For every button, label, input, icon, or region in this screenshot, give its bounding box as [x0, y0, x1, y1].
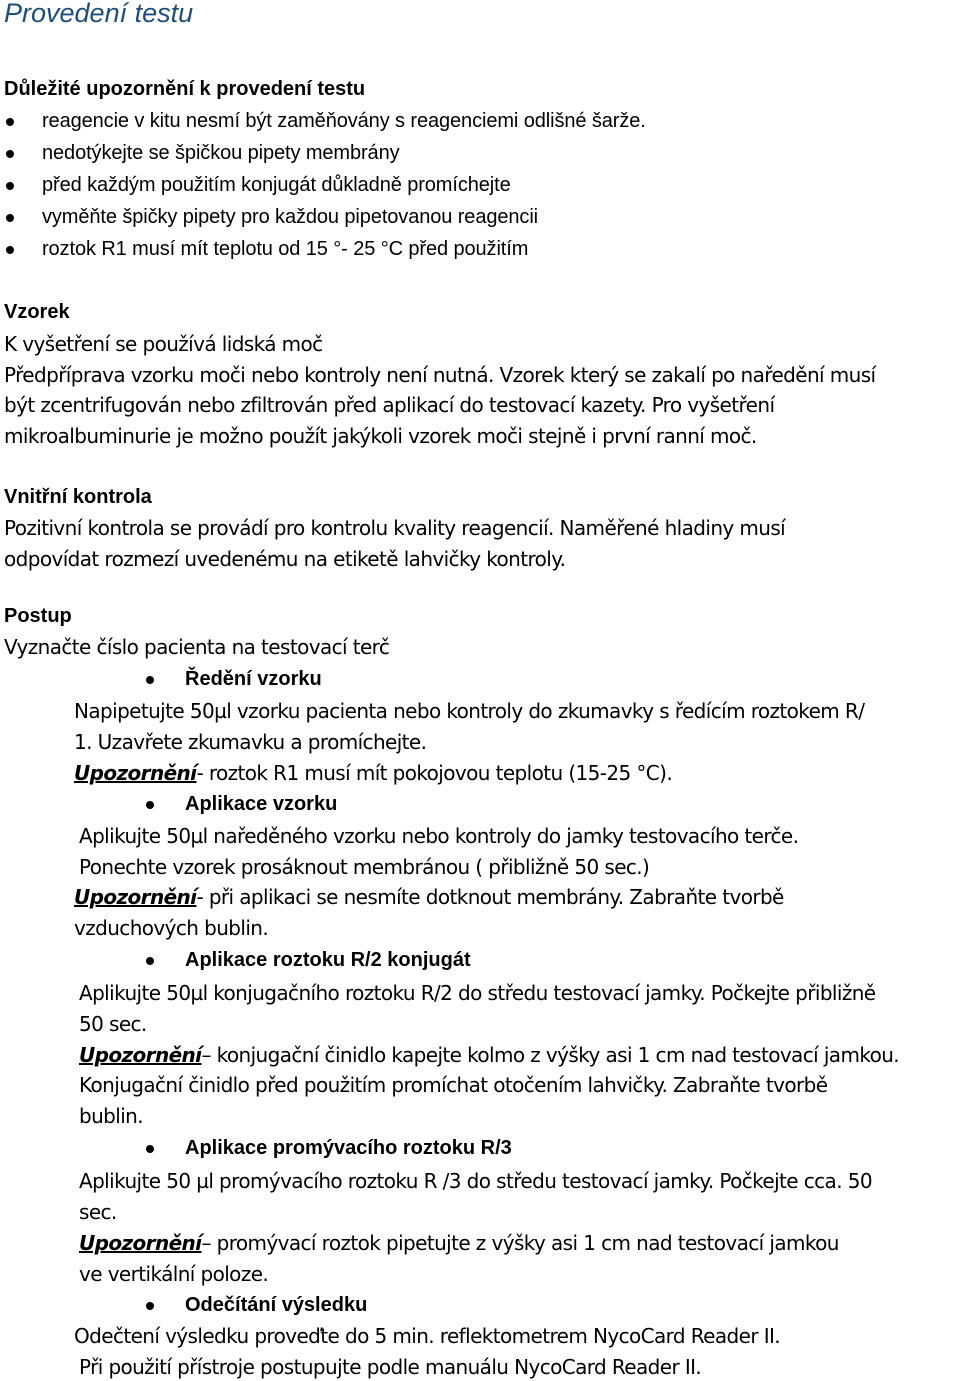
bullet — [6, 246, 14, 254]
bullet — [146, 676, 154, 684]
step-title: Odečítání výsledku — [185, 1294, 368, 1316]
warning-label: Upozornění — [79, 1043, 202, 1067]
important-item: před každým použitím konjugát důkladně promíchejte — [42, 174, 511, 196]
important-heading: Důležité upozornění k provedení testu — [4, 78, 366, 100]
step-line: sec. — [79, 1200, 117, 1224]
important-item: nedotýkejte se špičkou pipety membrány — [42, 142, 400, 164]
warning-text: vzduchových bublin. — [74, 916, 269, 940]
bullet — [6, 182, 14, 190]
page-title: Provedení testu — [4, 0, 194, 28]
step-line: Odečtení výsledku proveďte do 5 min. reflektometrem NycoCard Reader II. — [74, 1324, 781, 1348]
important-item: roztok R1 musí mít teplotu od 15 °- 25 °C před použitím — [42, 238, 529, 260]
control-line: odpovídat rozmezí uvedenému na etiketě lahvičky kontroly. — [4, 547, 566, 571]
warning-text: - při aplikaci se nesmíte dotknout membrány. Zabraňte tvorbě — [196, 885, 784, 909]
sample-line: K vyšetření se používá lidská moč — [4, 332, 323, 356]
step-line: 1. Uzavřete zkumavku a promíchejte. — [74, 730, 427, 754]
bullet — [6, 118, 14, 126]
step-title: Ředění vzorku — [185, 668, 322, 690]
warning-label: Upozornění — [74, 885, 197, 909]
control-line: Pozitivní kontrola se provádí pro kontrolu kvality reagencií. Naměřené hladiny musí — [4, 516, 786, 540]
warning-text: – promývací roztok pipetujte z výšky asi 1 cm nad testovací jamkou — [201, 1231, 839, 1255]
step-title: Aplikace promývacího roztoku R/3 — [185, 1137, 512, 1159]
step-warning — [74, 763, 672, 783]
warning-text: – konjugační činidlo kapejte kolmo z výšky asi 1 cm nad testovací jamkou. — [201, 1043, 900, 1067]
procedure-intro: Vyznačte číslo pacienta na testovací terč — [4, 635, 390, 659]
sample-heading: Vzorek — [4, 301, 70, 323]
warning-text: - roztok R1 musí mít pokojovou teplotu (15-25 °C). — [196, 761, 673, 785]
bullet — [146, 1302, 154, 1310]
step-title: Aplikace roztoku R/2 konjugát — [185, 949, 471, 971]
bullet — [146, 957, 154, 965]
step-title: Aplikace vzorku — [185, 793, 338, 815]
important-item: vyměňte špičky pipety pro každou pipetovanou reagencii — [42, 206, 539, 228]
bullet — [146, 801, 154, 809]
sample-line: mikroalbuminurie je možno použít jakýkoli vzorek moči stejně i první ranní moč. — [4, 424, 757, 448]
step-warning — [74, 887, 784, 907]
warning-text: ve vertikální poloze. — [79, 1262, 269, 1286]
warning-text: Konjugační činidlo před použitím promíchat otočením lahvičky. Zabraňte tvorbě — [79, 1073, 828, 1097]
sample-line: Předpříprava vzorku moči nebo kontroly není nutná. Vzorek který se zakalí po naředění musí — [4, 363, 876, 387]
procedure-heading: Postup — [4, 605, 72, 627]
warning-text: bublin. — [79, 1104, 144, 1128]
bullet — [146, 1145, 154, 1153]
important-item: reagencie v kitu nesmí být zaměňovány s reagenciemi odlišné šarže. — [42, 110, 646, 132]
step-line: Napipetujte 50µl vzorku pacienta nebo kontroly do zkumavky s ředícím roztokem R/ — [74, 699, 865, 723]
bullet — [6, 150, 14, 158]
step-line: Při použití přístroje postupujte podle manuálu NycoCard Reader II. — [79, 1355, 702, 1379]
sample-line: být zcentrifugován nebo zfiltrován před aplikací do testovací kazety. Pro vyšetření — [4, 393, 775, 417]
warning-label: Upozornění — [74, 761, 197, 785]
step-line: Aplikujte 50µl naředěného vzorku nebo kontroly do jamky testovacího terče. — [79, 824, 799, 848]
step-warning — [79, 1045, 899, 1065]
step-line: Aplikujte 50µl konjugačního roztoku R/2 do středu testovací jamky. Počkejte přibližně — [79, 981, 876, 1005]
warning-label: Upozornění — [79, 1231, 202, 1255]
step-line: Aplikujte 50 µl promývacího roztoku R /3 do středu testovací jamky. Počkejte cca. 50 — [79, 1169, 872, 1193]
control-heading: Vnitřní kontrola — [4, 486, 152, 508]
bullet — [6, 214, 14, 222]
step-line: Ponechte vzorek prosáknout membránou ( přibližně 50 sec.) — [79, 855, 650, 879]
step-warning — [79, 1233, 839, 1253]
step-line: 50 sec. — [79, 1012, 147, 1036]
